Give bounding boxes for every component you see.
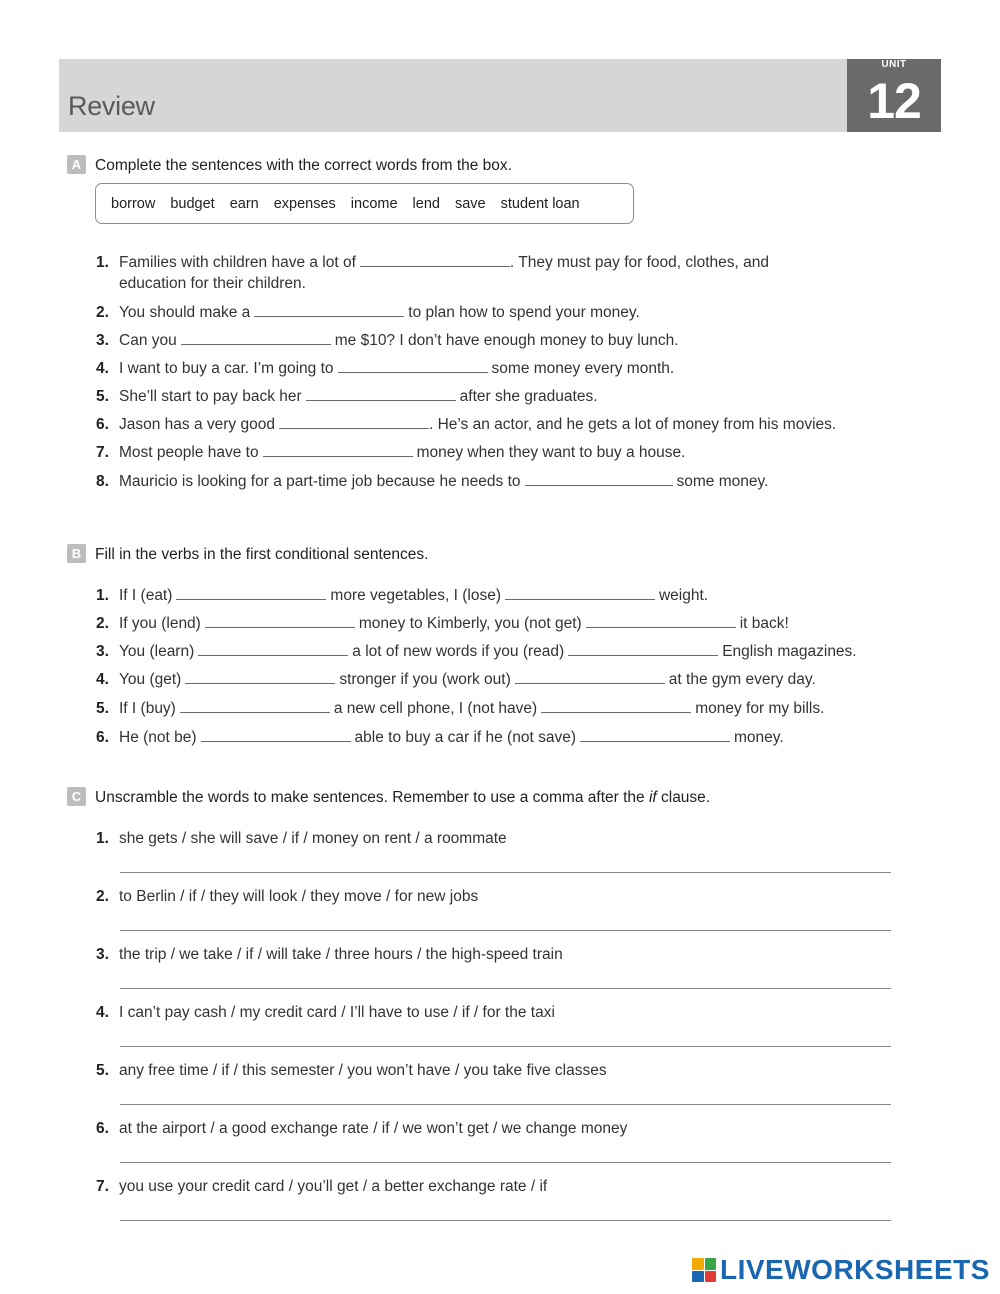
answer-blank[interactable]	[181, 330, 331, 345]
word-box-item: earn	[229, 195, 259, 212]
word-box-item: borrow	[111, 195, 156, 212]
page-title: Review	[68, 91, 155, 121]
section-c-item-5: 5. any free time / if / this semester / you won’t have / you take five classes	[96, 1062, 607, 1079]
answer-line[interactable]	[120, 1162, 891, 1163]
word-box-item: save	[454, 195, 486, 212]
answer-blank[interactable]	[580, 727, 730, 742]
answer-blank[interactable]	[360, 252, 510, 267]
answer-blank[interactable]	[254, 302, 404, 317]
answer-blank[interactable]	[505, 585, 655, 600]
answer-line[interactable]	[120, 1104, 891, 1105]
answer-blank[interactable]	[568, 641, 718, 656]
section-c-badge: C	[67, 787, 86, 806]
answer-line[interactable]	[120, 930, 891, 931]
answer-line[interactable]	[120, 1220, 891, 1221]
section-b-item-1: 1. If I (eat) more vegetables, I (lose) weight.	[96, 587, 709, 604]
answer-blank[interactable]	[205, 613, 355, 628]
section-a-item-7: 7. Most people have to money when they want to buy a house.	[96, 444, 686, 461]
section-a-item-4: 4. I want to buy a car. I’m going to some money every month.	[96, 360, 675, 377]
section-b-item-3: 3. You (learn) a lot of new words if you (read) English magazines.	[96, 643, 857, 660]
section-a-item-1: 1. Families with children have a lot of . They must pay for food, clothes, and education for their children.	[96, 254, 769, 292]
section-b-item-6: 6. He (not be) able to buy a car if he (not save) money.	[96, 729, 784, 746]
word-box-item: income	[350, 195, 398, 212]
section-b-badge: B	[67, 544, 86, 563]
section-b-instruction: Fill in the verbs in the first conditional sentences.	[95, 546, 429, 563]
answer-blank[interactable]	[185, 669, 335, 684]
liveworksheets-logo	[692, 1254, 990, 1286]
answer-blank[interactable]	[515, 669, 665, 684]
answer-blank[interactable]	[198, 641, 348, 656]
answer-blank[interactable]	[279, 414, 429, 429]
answer-blank[interactable]	[338, 358, 488, 373]
answer-blank[interactable]	[263, 442, 413, 457]
section-c-item-6: 6. at the airport / a good exchange rate / if / we won’t get / we change money	[96, 1120, 628, 1137]
section-a-item-8: 8. Mauricio is looking for a part-time job because he needs to some money.	[96, 473, 769, 490]
word-box-item: budget	[170, 195, 215, 212]
section-a-item-3: 3. Can you me $10? I don’t have enough money to buy lunch.	[96, 332, 679, 349]
word-box-item: student loan	[500, 195, 580, 212]
section-a-instruction: Complete the sentences with the correct words from the box.	[95, 157, 512, 174]
answer-line[interactable]	[120, 1046, 891, 1047]
section-a-item-2: 2. You should make a to plan how to spend your money.	[96, 304, 640, 321]
word-box	[95, 183, 634, 224]
section-b-heading	[67, 544, 428, 564]
logo-mark-icon	[692, 1258, 716, 1282]
answer-blank[interactable]	[525, 471, 673, 486]
unit-number: 12	[867, 73, 921, 129]
section-a-item-5: 5. She’ll start to pay back her after she graduates.	[96, 388, 598, 405]
section-b-item-4: 4. You (get) stronger if you (work out) at the gym every day.	[96, 671, 816, 688]
section-a-item-6: 6. Jason has a very good . He’s an actor, and he gets a lot of money from his movies.	[96, 416, 837, 433]
section-c-item-2: 2. to Berlin / if / they will look / they move / for new jobs	[96, 888, 479, 905]
answer-blank[interactable]	[201, 727, 351, 742]
unit-badge	[847, 59, 941, 132]
brand-name: LIVEWORKSHEETS	[720, 1254, 990, 1285]
answer-blank[interactable]	[586, 613, 736, 628]
word-box-item: expenses	[273, 195, 336, 212]
answer-blank[interactable]	[306, 386, 456, 401]
section-c-item-3: 3. the trip / we take / if / will take / three hours / the high-speed train	[96, 946, 563, 963]
answer-blank[interactable]	[180, 698, 330, 713]
word-box-item: lend	[412, 195, 440, 212]
section-b-item-2: 2. If you (lend) money to Kimberly, you (not get) it back!	[96, 615, 789, 632]
section-a-heading	[67, 155, 512, 175]
unit-label: UNIT	[881, 59, 907, 70]
answer-line[interactable]	[120, 988, 891, 989]
section-b-item-5: 5. If I (buy) a new cell phone, I (not have) money for my bills.	[96, 700, 825, 717]
section-c-item-4: 4. I can’t pay cash / my credit card / I’ll have to use / if / for the taxi	[96, 1004, 555, 1021]
section-c-item-1: 1. she gets / she will save / if / money on rent / a roommate	[96, 830, 507, 847]
answer-blank[interactable]	[541, 698, 691, 713]
section-c-item-7: 7. you use your credit card / you’ll get / a better exchange rate / if	[96, 1178, 548, 1195]
answer-line[interactable]	[120, 872, 891, 873]
section-c-heading: C Unscramble the words to make sentences. Remember to use a comma after the if clause.	[67, 787, 710, 807]
answer-blank[interactable]	[176, 585, 326, 600]
section-a-badge: A	[67, 155, 86, 174]
page-header	[59, 59, 941, 132]
